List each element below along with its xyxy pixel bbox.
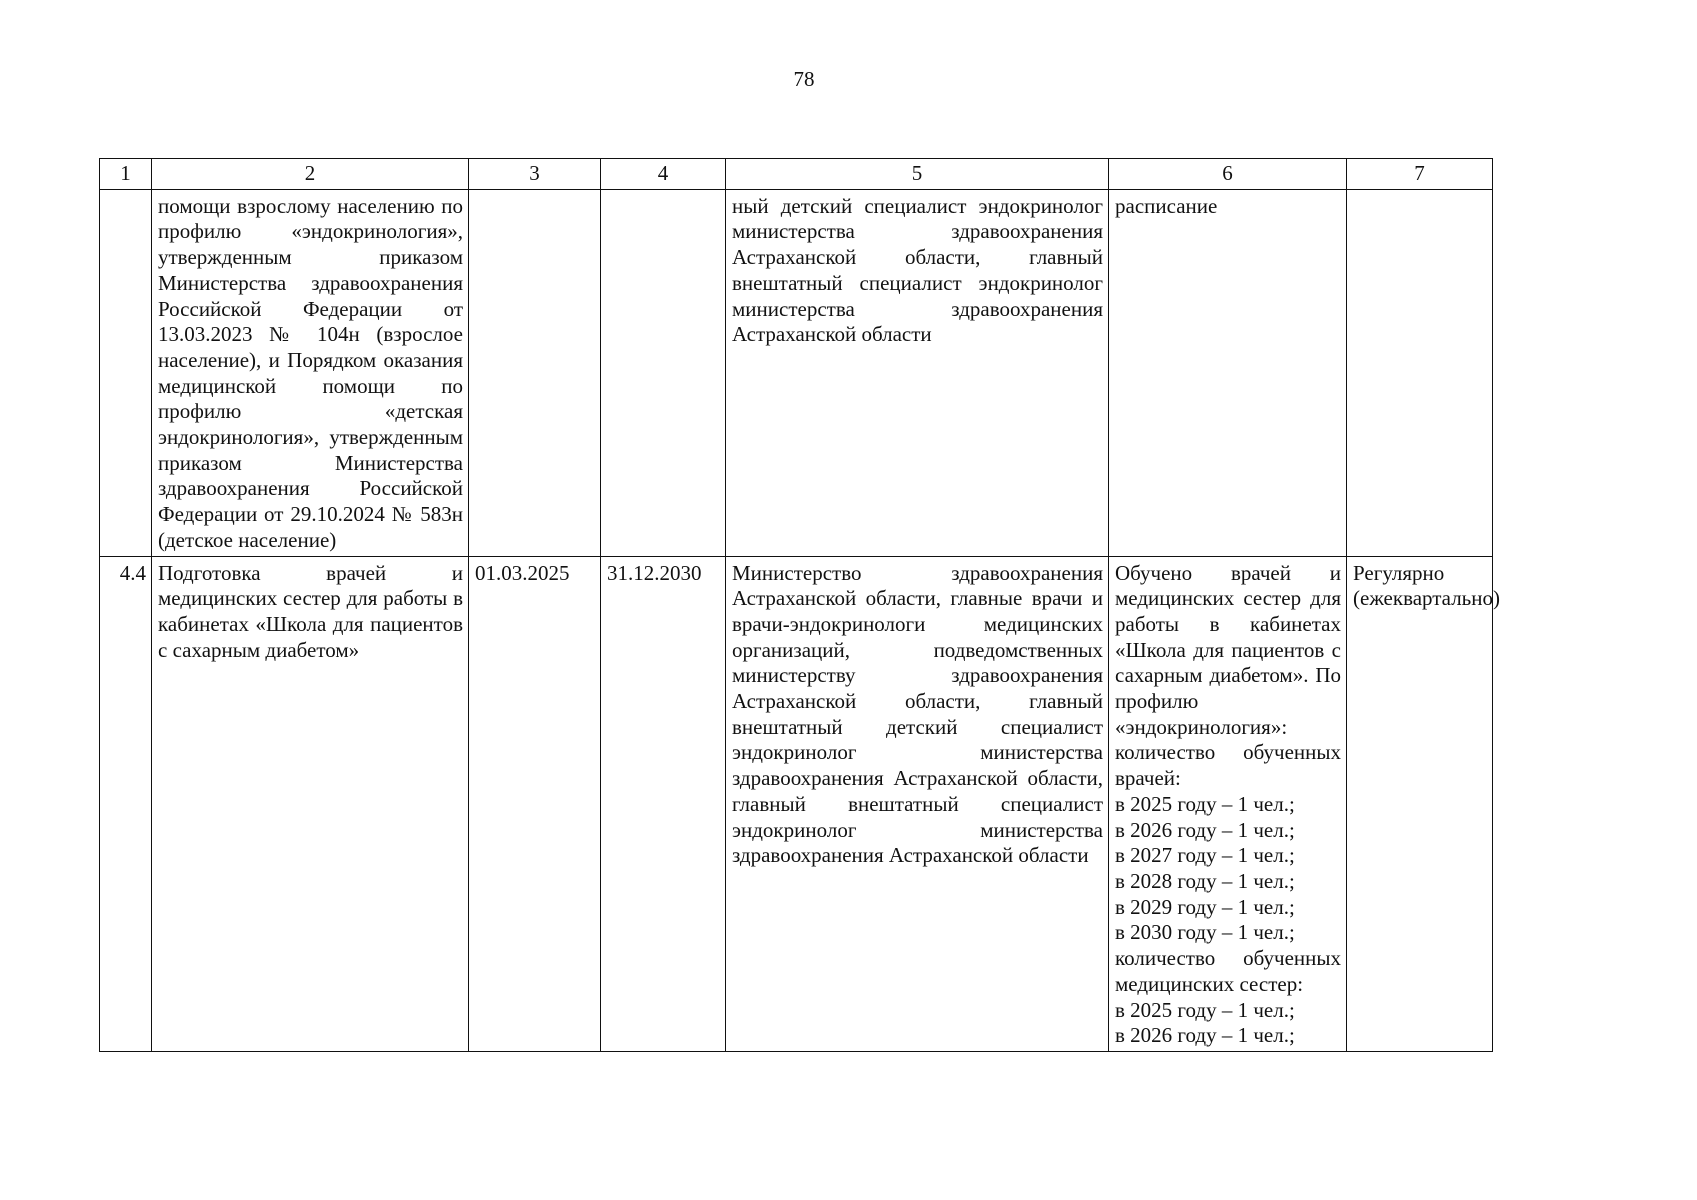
- list-item: в 2025 году – 1 чел.;: [1115, 791, 1295, 816]
- result-text: расписание: [1115, 193, 1218, 218]
- start-date: [469, 189, 601, 556]
- result-description: [1109, 189, 1347, 556]
- column-number: 1: [100, 159, 152, 190]
- start-date: 01.03.2025: [469, 556, 601, 1051]
- measure-name: Подготовка врачей и медицинских сестер для работы в кабинетах «Школа для пациентов с сахарным диабетом»: [152, 556, 469, 1051]
- measure-name: помощи взрослому населению по профилю «эндокринология», утвержденным приказом Министерства здравоохранения Российской Федерации от 13.03.2023 № 104н (взрослое население), и Порядком оказания медицинской помощи по профилю «детская эндокринология», утвержденным приказом Министерства здравоохранения Российской Федерации от 29.10.2024 № 583н (детское население): [152, 189, 469, 556]
- column-number: 6: [1109, 159, 1347, 190]
- list-item: в 2025 году – 1 чел.;: [1115, 997, 1295, 1022]
- frequency: Регулярно (ежеквартально): [1347, 556, 1493, 1051]
- row-number: 4.4: [100, 556, 152, 1051]
- column-number: 3: [469, 159, 601, 190]
- result-text: Обучено врачей и медицинских сестер для работы в кабинетах «Школа для пациентов с сахарным диабетом». По профилю «эндокринология»: количество обученных врачей:: [1115, 560, 1341, 791]
- plan-table: [99, 158, 1500, 1052]
- column-number: 2: [152, 159, 469, 190]
- responsible-executors: Министерство здравоохранения Астраханской области, главные врачи и врачи-эндокринологи медицинских организаций, подведомственных министерству здравоохранения Астраханской области, главный внештатный детский специалист эндокринолог министерства здравоохранения Астраханской области, главный внештатный специалист эндокринолог министерства здравоохранения Астраханской области: [726, 556, 1109, 1051]
- responsible-executors: ный детский специалист эндокринолог министерства здравоохранения Астраханской области, главный внештатный специалист эндокринолог министерства здравоохранения Астраханской области: [726, 189, 1109, 556]
- column-number: 4: [601, 159, 726, 190]
- column-number: 5: [726, 159, 1109, 190]
- table-row: [100, 556, 1493, 1051]
- end-date: [601, 189, 726, 556]
- list-item: в 2026 году – 1 чел.;: [1115, 1023, 1295, 1048]
- end-date: 31.12.2030: [601, 556, 726, 1051]
- list-item: в 2028 году – 1 чел.;: [1115, 868, 1295, 893]
- result-list-nurses: [1115, 998, 1341, 1049]
- frequency: [1347, 189, 1493, 556]
- page-number: 78: [793, 67, 815, 91]
- list-item: в 2027 году – 1 чел.;: [1115, 843, 1295, 868]
- list-item: в 2030 году – 1 чел.;: [1115, 920, 1295, 945]
- table-row: [100, 189, 1493, 556]
- result-text: количество обученных медицинских сестер:: [1115, 946, 1341, 996]
- list-item: в 2026 году – 1 чел.;: [1115, 817, 1295, 842]
- column-number-row: [100, 159, 1493, 190]
- result-list-doctors: [1115, 792, 1341, 946]
- column-number: 7: [1347, 159, 1493, 190]
- list-item: в 2029 году – 1 чел.;: [1115, 894, 1295, 919]
- result-description: [1109, 556, 1347, 1051]
- row-number: [100, 189, 152, 556]
